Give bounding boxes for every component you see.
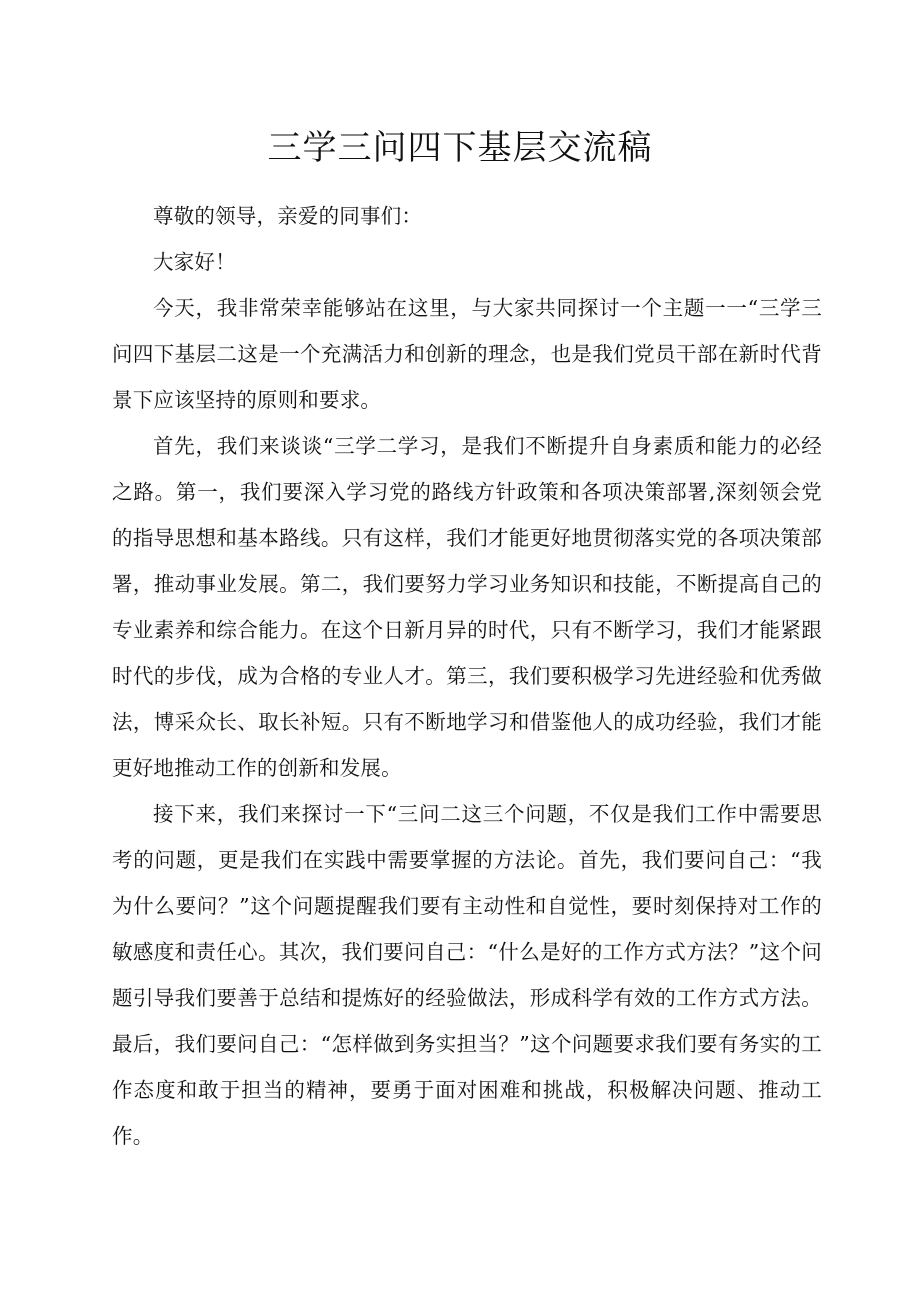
document-title: 三学三问四下基层交流稿 xyxy=(267,128,653,168)
salutation-paragraph: 尊敬的领导，亲爱的同事们： xyxy=(153,204,423,228)
greeting-paragraph: 大家好！ xyxy=(153,250,236,274)
document-body xyxy=(112,193,822,1159)
intro-paragraph: 今天，我非常荣幸能够站在这里，与大家共同探讨一个主题一一“三学三问四下基层二这是一个充满活力和创新的理念，也是我们党员干部在新时代背景下应该坚持的原则和要求。 xyxy=(112,296,822,412)
three-questions-paragraph: 接下来，我们来探讨一下“三问二这三个问题，不仅是我们工作中需要思考的问题，更是我们在实践中需要掌握的方法论。首先，我们要问自己：“我为什么要问？”这个问题提醒我们要有主动性和自觉性，要时刻保持对工作的敏感度和责任心。其次，我们要问自己：“什么是好的工作方式方法？”这个问题引导我们要善于总结和提炼好的经验做法，形成科学有效的工作方式方法。最后，我们要问自己：“怎样做到务实担当？”这个问题要求我们要有务实的工作态度和敢于担当的精神，要勇于面对困难和挑战，积极解决问题、推动工作。 xyxy=(112,802,822,1148)
three-studies-paragraph: 首先，我们来谈谈“三学二学习，是我们不断提升自身素质和能力的必经之路。第一，我们要深入学习党的路线方针政策和各项决策部署,深刻领会党的指导思想和基本路线。只有这样，我们才能更好地贯彻落实党的各项决策部署，推动事业发展。第二，我们要努力学习业务知识和技能，不断提高自己的专业素养和综合能力。在这个日新月异的时代，只有不断学习，我们才能紧跟时代的步伐，成为合格的专业人才。第三，我们要积极学习先进经验和优秀做法，博采众长、取长补短。只有不断地学习和借鉴他人的成功经验，我们才能更好地推动工作的创新和发展。 xyxy=(112,434,822,780)
